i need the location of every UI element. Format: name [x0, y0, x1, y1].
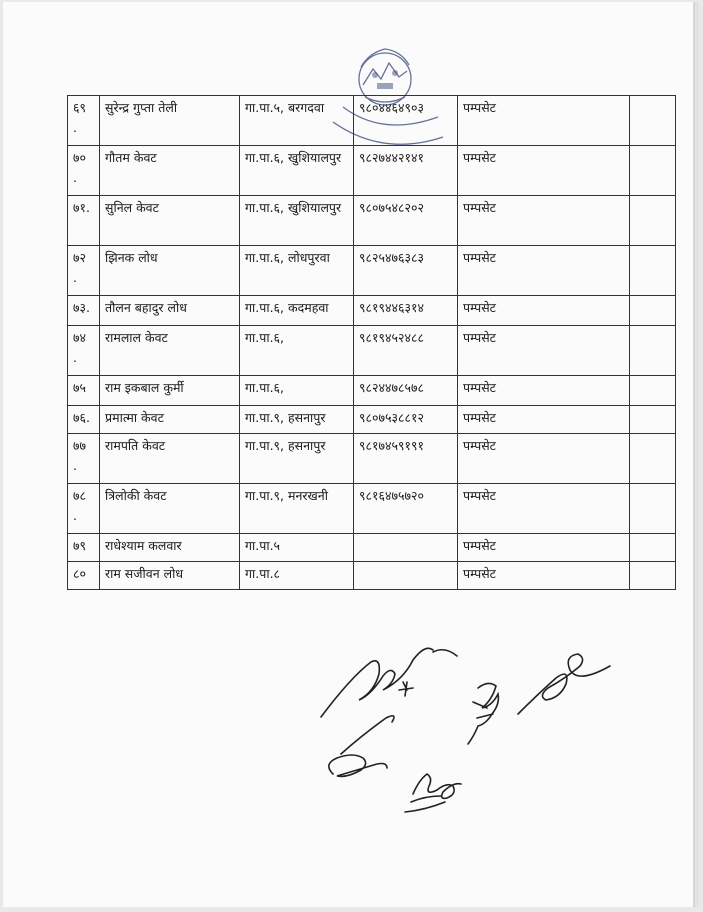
remark-cell [630, 246, 676, 296]
serial-number: ७२ [73, 250, 87, 265]
serial-number-cell [68, 196, 100, 246]
serial-number: ७८ [73, 488, 87, 503]
remark-cell [630, 534, 676, 562]
table-row [68, 296, 676, 326]
table-row [68, 96, 676, 146]
table-row [68, 406, 676, 434]
address-cell: गा.पा.६, कदमहवा [240, 296, 354, 326]
serial-number-cell [68, 326, 100, 376]
item-cell: पम्पसेट [458, 434, 630, 484]
table-row [68, 326, 676, 376]
name-cell: तौलन बहादुर लोध [100, 296, 240, 326]
name-cell: सुरेन्द्र गुप्ता तेली [100, 96, 240, 146]
phone-cell [354, 534, 458, 562]
name-cell: रामपति केवट [100, 434, 240, 484]
serial-number: ७४ [73, 330, 87, 345]
phone-cell: ९८१९४५२४८८ [354, 326, 458, 376]
serial-dot: . [73, 508, 77, 523]
table-row [68, 562, 676, 590]
item-cell: पम्पसेट [458, 326, 630, 376]
remark-cell [630, 484, 676, 534]
item-cell: पम्पसेट [458, 562, 630, 590]
item-cell: पम्पसेट [458, 196, 630, 246]
serial-number: ७६. [73, 410, 90, 425]
table-row [68, 534, 676, 562]
serial-dot: . [73, 270, 77, 285]
table-row [68, 434, 676, 484]
address-cell: गा.पा.६, खुशियालपुर [240, 196, 354, 246]
table-row [68, 196, 676, 246]
remark-cell [630, 562, 676, 590]
phone-cell: ९८२५४७६३८३ [354, 246, 458, 296]
serial-number-cell [68, 534, 100, 562]
serial-number-cell [68, 406, 100, 434]
serial-number-cell [68, 296, 100, 326]
name-cell: रामलाल केवट [100, 326, 240, 376]
serial-number: ७३. [73, 300, 90, 315]
address-cell: गा.पा.६, [240, 326, 354, 376]
serial-number: ७९ [73, 538, 87, 553]
serial-number-cell [68, 146, 100, 196]
serial-number-cell [68, 562, 100, 590]
phone-cell: ९८१६४७५७२० [354, 484, 458, 534]
remark-cell [630, 146, 676, 196]
serial-dot: . [73, 458, 77, 473]
serial-number: ८० [73, 566, 87, 581]
remark-cell [630, 434, 676, 484]
item-cell: पम्पसेट [458, 484, 630, 534]
name-cell: प्रमात्मा केवट [100, 406, 240, 434]
table-row [68, 146, 676, 196]
table-row [68, 246, 676, 296]
table-row [68, 376, 676, 406]
serial-number: ७० [73, 150, 87, 165]
name-cell: गौतम केवट [100, 146, 240, 196]
serial-number: ७७ [73, 438, 87, 453]
address-cell: गा.पा.५, बरगदवा [240, 96, 354, 146]
item-cell: पम्पसेट [458, 296, 630, 326]
serial-dot: . [73, 120, 77, 135]
item-cell: पम्पसेट [458, 534, 630, 562]
phone-cell [354, 562, 458, 590]
address-cell: गा.पा.८ [240, 562, 354, 590]
address-cell: गा.पा.५ [240, 534, 354, 562]
phone-cell: ९८०७५४८२०२ [354, 196, 458, 246]
remark-cell [630, 376, 676, 406]
phone-cell: ९८०४४६४९०३ [354, 96, 458, 146]
name-cell: सुनिल केवट [100, 196, 240, 246]
phone-cell: ९८२७४४२१४१ [354, 146, 458, 196]
serial-number: ६९ [73, 100, 87, 115]
serial-dot: . [73, 170, 77, 185]
address-cell: गा.पा.९, हसनापुर [240, 434, 354, 484]
remark-cell [630, 96, 676, 146]
address-cell: गा.पा.९, मनरखनी [240, 484, 354, 534]
serial-dot: . [73, 350, 77, 365]
item-cell: पम्पसेट [458, 246, 630, 296]
serial-number-cell [68, 246, 100, 296]
remark-cell [630, 326, 676, 376]
name-cell: राधेश्याम कलवार [100, 534, 240, 562]
address-cell: गा.पा.९, हसनापुर [240, 406, 354, 434]
serial-number-cell [68, 484, 100, 534]
serial-number: ७१. [73, 200, 90, 215]
beneficiary-table [67, 95, 676, 590]
serial-number-cell [68, 376, 100, 406]
serial-number: ७५ [73, 380, 87, 395]
serial-number-cell [68, 434, 100, 484]
address-cell: गा.पा.६, खुशियालपुर [240, 146, 354, 196]
remark-cell [630, 406, 676, 434]
remark-cell [630, 196, 676, 246]
table-row [68, 484, 676, 534]
remark-cell [630, 296, 676, 326]
phone-cell: ९८१९४४६३१४ [354, 296, 458, 326]
item-cell: पम्पसेट [458, 96, 630, 146]
document-page [3, 2, 693, 907]
item-cell: पम्पसेट [458, 406, 630, 434]
name-cell: झिनक लोध [100, 246, 240, 296]
name-cell: राम सजीवन लोध [100, 562, 240, 590]
serial-number-cell [68, 96, 100, 146]
phone-cell: ९८०७५३८८१२ [354, 406, 458, 434]
phone-cell: ९८२४४७८५७८ [354, 376, 458, 406]
item-cell: पम्पसेट [458, 376, 630, 406]
name-cell: राम इकबाल कुर्मी [100, 376, 240, 406]
item-cell: पम्पसेट [458, 146, 630, 196]
phone-cell: ९८१७४५९१९१ [354, 434, 458, 484]
address-cell: गा.पा.६, [240, 376, 354, 406]
name-cell: त्रिलोकी केवट [100, 484, 240, 534]
address-cell: गा.पा.६, लोधपुरवा [240, 246, 354, 296]
